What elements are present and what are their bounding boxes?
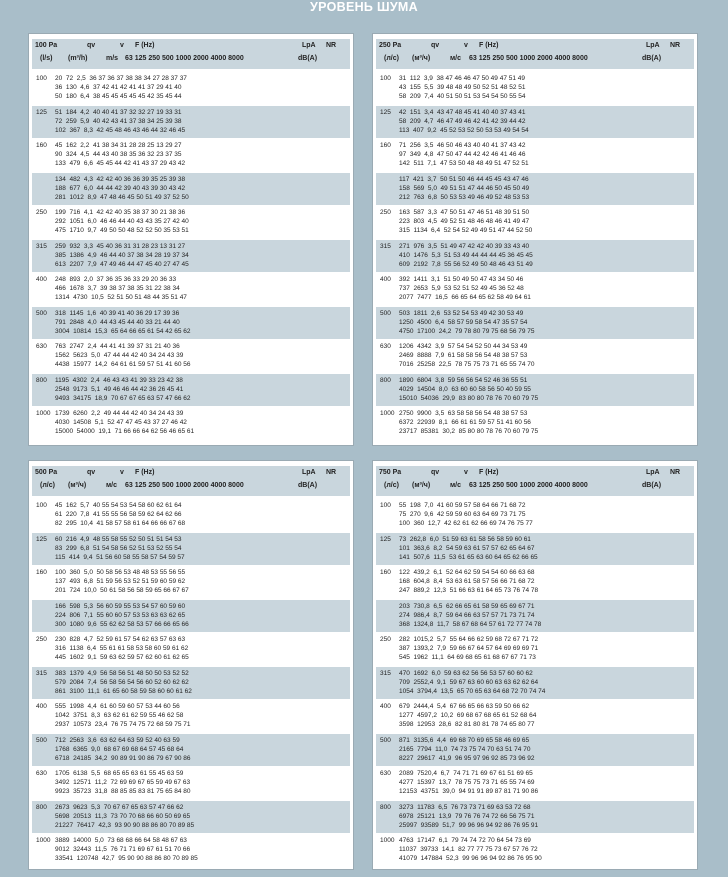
header-u2: (m³/h) [68,55,88,62]
header-db: dB(A) [642,55,662,62]
duct-size-label: 250 [36,636,47,643]
table-row-group [376,767,694,800]
table-row: 1739 6260 2,2 49 44 44 42 40 34 24 43 39 [55,410,184,417]
header-u1: (л/с) [384,55,399,62]
noise-table-2 [28,460,354,870]
table-row: 737 2653 5,9 53 52 51 52 49 45 36 52 48 [399,285,524,293]
table-row: 83 299 6,8 51 54 58 56 52 51 53 52 55 54 [55,544,182,552]
table-row: 12153 43751 39,0 94 91 91 89 87 81 71 90 86 [399,788,539,796]
table-row-group [32,206,350,239]
header-lpa: LpA [302,469,316,476]
table-row-group [32,173,350,206]
header-nr: NR [326,469,337,476]
table-header [376,466,694,496]
table-row-group [376,206,694,239]
header-nr: NR [670,469,681,476]
table-row: 188 677 6,0 44 44 42 39 40 43 39 30 43 42 [55,184,186,192]
header-f: F (Hz) [135,42,155,49]
table-row: 282 1015,2 5,7 55 64 66 62 59 68 72 67 71 72 [399,636,539,643]
header-u3: м/с [450,482,462,489]
table-row: 4763 17147 6,1 79 74 74 72 70 64 54 73 69 [399,837,531,844]
table-row-group [376,374,694,407]
table-row: 1890 6804 3,8 59 56 56 54 52 46 36 55 51 [399,376,528,384]
table-row-group [32,106,350,139]
table-row: 545 1962 11,1 64 69 68 65 61 68 67 67 71 73 [399,654,536,662]
header-u1: (л/с) [40,482,55,489]
duct-size-label: 400 [36,276,47,283]
noise-table-0 [28,33,354,446]
table-row: 199 716 4,1 42 42 40 35 38 37 30 21 38 36 [55,209,186,216]
table-row-group [32,307,350,340]
table-row: 36 130 4,6 37 42 41 42 41 41 37 29 41 40 [55,84,182,92]
table-row: 6718 24185 34,2 90 89 91 90 86 79 67 90 86 [55,754,191,762]
table-row-group [376,801,694,834]
table-row: 248 893 2,0 37 36 35 36 33 29 20 36 33 [55,276,177,283]
table-row: 4438 15977 14,2 64 61 61 59 57 51 41 60 56 [55,361,191,369]
table-row: 75 270 9,6 42 59 59 60 63 64 69 73 71 75 [399,511,526,519]
table-row: 7016 25258 22,5 78 75 75 73 71 65 55 74 70 [399,361,535,369]
header-db: dB(A) [298,55,318,62]
table-row: 223 803 4,5 49 52 51 48 46 48 46 41 49 47 [399,218,530,226]
table-row: 137 493 6,8 51 59 56 53 52 51 59 60 59 62 [55,578,186,586]
table-row: 33541 120748 42,7 95 90 90 88 86 80 70 89 85 [55,855,198,863]
table-row: 5698 20513 11,3 73 70 70 68 66 60 50 69 65 [55,812,191,820]
table-row: 141 507,6 11,5 53 61 65 63 60 64 65 62 66 65 [399,553,538,561]
table-row: 163 587 3,3 47 50 51 47 46 51 48 39 51 50 [399,209,530,216]
table-row: 4277 15397 13,7 78 75 75 73 71 65 55 74 69 [399,779,535,787]
table-row: 50 180 6,4 38 45 45 45 45 45 42 35 45 44 [55,93,182,101]
table-row: 3492 12571 11,2 72 69 69 67 65 59 49 67 63 [55,779,191,787]
duct-size-label: 160 [380,142,391,149]
duct-size-label: 100 [380,502,391,509]
header-u2: (м³/ч) [412,482,431,489]
table-row: 679 2444,4 5,4 67 66 65 66 63 59 50 66 62 [399,703,530,710]
table-row: 1206 4342 3,9 57 54 54 52 50 44 34 53 49 [399,343,528,350]
table-row: 133 479 6,6 45 45 44 42 41 43 37 29 43 42 [55,160,186,168]
header-u3: м/с [106,482,118,489]
table-row-group [32,374,350,407]
table-row: 224 806 7,1 55 60 60 57 53 53 63 63 62 65 [55,611,186,619]
table-row: 58 209 7,4 40 51 50 51 53 54 54 50 55 54 [399,93,526,101]
table-row: 1705 6138 5,5 68 65 65 63 61 55 45 63 59 [55,770,184,777]
table-row: 115 414 9,4 51 56 60 58 55 58 57 54 59 57 [55,553,185,561]
table-row-group [376,72,694,105]
table-row: 142 511 7,1 47 53 50 48 48 49 51 47 52 51 [399,160,529,168]
table-row: 72 259 5,9 40 42 43 41 37 38 34 25 39 38 [55,117,182,125]
duct-size-label: 125 [380,535,391,543]
table-row: 712 2563 3,6 63 62 64 63 59 52 40 63 59 [55,736,180,744]
table-row: 383 1379 4,9 56 58 56 51 48 50 50 53 52 52 [55,669,189,677]
table-row-group [376,240,694,273]
table-row-group [376,667,694,700]
duct-size-label: 250 [36,209,47,216]
table-row: 15000 54000 19,1 71 66 66 64 62 56 46 65 61 [55,428,195,436]
header-u3: м/с [450,55,462,62]
table-row: 445 1602 9,1 59 63 62 59 57 62 60 61 62 65 [55,654,189,662]
table-row: 1042 3751 8,3 63 62 61 62 59 55 46 62 58 [55,712,184,720]
table-row: 21227 76417 42,3 93 90 90 88 86 80 70 89 85 [55,821,195,829]
table-row-group [32,633,350,666]
header-lpa: LpA [302,42,316,49]
table-row-group [376,273,694,306]
table-row: 31 112 3,9 38 47 46 46 47 50 49 47 51 49 [399,75,526,82]
duct-size-label: 800 [380,376,391,384]
table-row-group [376,407,694,440]
table-row: 292 1051 6,0 46 46 44 40 43 43 35 27 42 40 [55,218,189,226]
table-row: 90 324 4,5 44 43 40 38 35 36 32 23 37 35 [55,151,182,159]
header-pressure: 100 Pa [35,42,58,49]
table-row: 613 2207 7,9 47 49 46 44 47 45 40 27 47 45 [55,260,189,268]
table-row: 368 1324,8 11,7 58 67 68 64 57 61 72 77 74 78 [399,620,542,628]
table-row: 2937 10573 23,4 76 75 74 75 72 68 59 75 71 [55,721,191,729]
table-row: 73 262,8 6,0 51 59 63 61 58 56 58 59 60 61 [399,535,531,543]
table-row-group [32,600,350,633]
table-row: 709 2552,4 9,1 59 67 63 60 60 63 63 62 62 64 [399,678,539,686]
table-row: 45 162 5,7 40 55 54 53 54 58 60 62 61 64 [55,502,182,509]
table-row-group [32,72,350,105]
header-qv: qv [431,42,440,49]
table-row: 300 1080 9,6 55 62 62 58 53 57 66 66 65 66 [55,620,189,628]
table-row: 271 976 3,5 51 49 47 42 42 40 39 33 43 40 [399,242,530,250]
table-row: 41079 147884 52,3 99 96 96 94 92 86 76 95 90 [399,855,542,863]
header-v: v [464,469,468,476]
table-row: 101 363,6 8,2 54 59 63 61 57 57 62 65 64 67 [399,544,535,552]
duct-size-label: 800 [380,803,391,811]
table-row: 60 216 4,9 48 55 58 55 52 50 51 51 54 53 [55,535,182,543]
table-row: 3273 11783 6,5 76 73 73 71 69 63 53 72 68 [399,803,531,811]
table-row: 100 360 5,0 50 58 56 53 48 48 53 55 56 55 [55,569,186,576]
duct-size-label: 100 [36,502,47,509]
table-row: 113 407 9,2 45 52 53 52 50 53 53 49 54 54 [399,126,529,134]
duct-size-label: 1000 [36,410,51,417]
table-row: 3889 14000 5,0 73 68 68 66 64 58 48 67 63 [55,837,187,844]
table-row: 316 1138 6,4 55 61 61 58 53 58 60 59 61 62 [55,645,189,653]
table-header [376,39,694,69]
table-row: 503 1811 2,6 53 52 54 53 49 42 30 53 49 [399,309,524,317]
table-row-group [32,499,350,532]
table-row: 42 151 3,4 43 47 48 45 41 40 40 37 43 41 [399,108,526,116]
table-header [32,466,350,496]
table-row: 466 1678 3,7 39 38 37 38 35 31 22 38 34 [55,285,180,293]
table-row: 470 1692 6,0 59 63 62 56 56 53 57 60 60 62 [399,669,533,677]
header-f: F (Hz) [479,469,499,476]
header-u2: (м³/ч) [412,55,431,62]
table-row: 122 439,2 6,1 52 64 62 59 54 54 60 66 63 68 [399,569,535,576]
table-row: 134 482 4,3 42 42 40 36 36 39 35 25 39 38 [55,175,186,183]
duct-size-label: 800 [36,376,47,384]
noise-table-3 [372,460,698,870]
table-row-group [376,834,694,867]
table-row: 2077 7477 16,5 66 65 64 65 62 58 49 64 61 [399,294,531,302]
table-row: 318 1145 1,6 40 39 41 40 36 29 17 39 36 [55,309,180,317]
table-row: 1277 4597,2 10,2 69 68 67 68 65 61 52 68 64 [399,712,537,720]
table-row: 1768 6365 9,0 68 67 69 68 64 57 45 68 64 [55,745,184,753]
header-bands: 63 125 250 500 1000 2000 4000 8000 [125,55,244,62]
duct-size-label: 250 [380,209,391,216]
duct-size-label: 500 [380,309,391,317]
duct-size-label: 160 [36,142,47,149]
duct-size-label: 315 [36,669,47,677]
table-row: 385 1386 4,9 46 44 40 37 38 34 28 19 37 34 [55,251,189,259]
table-header [32,39,350,69]
table-row: 861 3100 11,1 61 65 60 58 59 58 60 60 61 62 [55,687,192,695]
table-row: 212 763 6,8 50 53 53 49 46 49 52 48 53 53 [399,193,530,201]
table-row: 61 220 7,8 41 55 55 56 58 59 62 64 62 66 [55,511,182,519]
table-row-group [32,700,350,733]
table-row: 168 604,8 8,4 53 63 61 58 57 56 66 71 68 72 [399,578,535,586]
table-row-group [32,533,350,566]
table-row: 15010 54036 29,9 83 80 80 78 76 70 60 79 75 [399,394,539,402]
header-pressure: 250 Pa [379,42,402,49]
header-qv: qv [87,469,96,476]
table-row: 579 2084 7,4 56 58 56 54 56 60 52 60 62 62 [55,678,189,686]
header-v: v [464,42,468,49]
table-row: 58 209 4,7 46 47 49 46 42 41 42 39 44 42 [399,117,526,125]
table-row: 2673 9623 5,3 70 67 67 65 63 57 47 66 62 [55,803,184,811]
table-row: 9493 34175 18,9 70 67 67 65 63 57 47 66 62 [55,394,191,402]
duct-size-label: 160 [36,569,47,576]
header-nr: NR [326,42,337,49]
duct-size-label: 400 [380,276,391,283]
table-row: 51 184 4,2 40 40 41 37 32 32 27 19 33 31 [55,108,182,116]
table-row: 259 932 3,3 45 40 36 31 31 28 23 13 31 27 [55,242,186,250]
table-row-group [376,734,694,767]
table-row: 203 730,8 6,5 62 66 65 61 58 59 65 69 67 71 [399,602,535,610]
table-row-group [32,834,350,867]
header-lpa: LpA [646,42,660,49]
table-row-group [32,139,350,172]
table-row: 1314 4730 10,5 52 51 50 51 48 44 35 51 47 [55,294,187,302]
header-qv: qv [431,469,440,476]
table-row-group [376,633,694,666]
header-u2: (м³/ч) [68,482,87,489]
table-row: 11037 39733 14,1 82 77 77 75 73 67 57 76 72 [399,846,538,854]
table-row-group [32,734,350,767]
table-row: 763 2747 2,4 44 41 41 39 37 31 21 40 36 [55,343,180,350]
duct-size-label: 125 [36,108,47,116]
table-row: 45 162 2,2 41 38 34 31 28 28 25 13 29 27 [55,142,182,149]
table-row: 387 1393,2 7,9 59 66 67 64 57 64 69 69 69 71 [399,645,539,653]
table-row: 1562 5623 5,0 47 44 44 42 40 34 24 43 39 [55,352,184,360]
header-pressure: 750 Pa [379,469,402,476]
table-row: 392 1411 3,1 51 50 49 50 47 43 34 50 46 [399,276,524,283]
table-row: 2750 9900 3,5 63 58 58 56 54 48 38 57 53 [399,410,528,417]
header-f: F (Hz) [479,42,499,49]
header-bands: 63 125 250 500 1000 2000 4000 8000 [469,482,588,489]
table-row: 2089 7520,4 6,7 74 71 71 69 67 61 51 69 65 [399,770,533,777]
table-row: 55 198 7,0 41 60 59 57 58 64 66 71 68 72 [399,502,526,509]
table-row: 4750 17100 24,2 79 78 80 79 75 68 56 79 75 [399,327,535,335]
table-row: 23717 85381 30,2 85 80 80 78 76 70 60 79 75 [399,428,539,436]
table-row: 4030 14508 5,1 52 47 47 45 43 37 27 46 42 [55,419,187,427]
table-row: 25997 93589 51,7 99 96 96 94 92 86 76 95 91 [399,821,539,829]
table-row: 9012 32443 11,5 76 71 71 69 67 61 51 70 66 [55,846,191,854]
duct-size-label: 400 [36,703,47,710]
duct-size-label: 800 [36,803,47,811]
page-title: УРОВЕНЬ ШУМА [310,0,418,14]
table-row: 71 256 3,5 46 50 46 43 40 40 41 37 43 42 [399,142,526,149]
duct-size-label: 315 [36,242,47,250]
header-lpa: LpA [646,469,660,476]
table-row: 6372 22939 8,1 66 61 61 59 57 51 41 60 56 [399,419,531,427]
table-row-group [376,600,694,633]
table-row-group [376,307,694,340]
header-db: dB(A) [298,482,318,489]
header-bands: 63 125 250 500 1000 2000 4000 8000 [469,55,588,62]
duct-size-label: 630 [380,770,391,777]
duct-size-label: 630 [36,770,47,777]
table-row: 281 1012 8,9 47 48 46 45 50 51 49 37 52 50 [55,193,189,201]
duct-size-label: 400 [380,703,391,710]
table-row: 609 2192 7,8 55 56 52 49 50 48 46 43 51 49 [399,260,533,268]
table-row: 102 367 8,3 42 45 48 46 43 46 44 32 46 45 [55,126,186,134]
table-row: 82 295 10,4 41 58 57 58 61 64 66 66 67 68 [55,520,186,528]
header-db: dB(A) [642,482,662,489]
table-row: 791 2848 4,0 44 43 45 44 40 33 21 44 40 [55,318,180,326]
header-pressure: 500 Pa [35,469,58,476]
table-row-group [376,106,694,139]
header-qv: qv [87,42,96,49]
duct-size-label: 630 [36,343,47,350]
table-row-group [376,340,694,373]
table-row: 43 155 5,5 39 48 48 49 50 52 51 48 52 51 [399,84,526,92]
table-row: 6978 25121 13,9 79 76 76 74 72 66 56 75 71 [399,812,535,820]
duct-size-label: 315 [380,242,391,250]
table-row: 871 3135,6 4,4 69 68 70 69 65 58 46 69 65 [399,736,530,744]
duct-size-label: 250 [380,636,391,643]
table-row: 247 889,2 12,3 51 66 63 61 64 65 73 76 74 78 [399,587,539,595]
duct-size-label: 1000 [380,837,395,844]
table-row: 158 569 5,0 49 51 51 47 44 46 50 45 50 49 [399,184,530,192]
table-row-group [376,499,694,532]
table-row: 1195 4302 2,4 46 43 43 41 39 33 23 42 38 [55,376,183,384]
table-row: 166 598 5,3 56 60 59 55 53 54 57 60 59 60 [55,602,186,610]
header-u1: (l/s) [40,55,53,62]
table-row-group [32,566,350,599]
table-row: 100 360 12,7 42 62 61 62 66 69 74 76 75 77 [399,520,533,528]
table-row-group [32,240,350,273]
table-row: 2469 8888 7,9 61 58 58 56 54 48 38 57 53 [399,352,528,360]
table-row: 9923 35723 31,8 88 85 85 83 81 75 65 84 80 [55,788,191,796]
table-row: 1054 3794,4 13,5 65 70 65 63 64 68 72 70 74 74 [399,687,546,695]
duct-size-label: 100 [36,75,47,82]
duct-size-label: 315 [380,669,391,677]
noise-table-1 [372,33,698,446]
duct-size-label: 1000 [36,837,51,844]
duct-size-label: 500 [36,736,47,744]
header-nr: NR [670,42,681,49]
table-row: 117 421 3,7 50 51 50 46 44 45 45 43 47 46 [399,175,529,183]
table-row: 555 1998 4,4 61 60 59 60 57 53 44 60 56 [55,703,180,710]
duct-size-label: 125 [380,108,391,116]
table-row: 2165 7794 11,0 74 73 75 74 70 63 51 74 70 [399,745,531,753]
duct-size-label: 1000 [380,410,395,417]
table-row-group [376,173,694,206]
table-row: 20 72 2,5 36 37 36 37 38 38 34 27 28 37 37 [55,75,187,82]
duct-size-label: 125 [36,535,47,543]
table-row: 410 1476 5,3 51 53 49 44 44 44 45 36 45 45 [399,251,533,259]
duct-size-label: 500 [36,309,47,317]
duct-size-label: 500 [380,736,391,744]
table-row: 475 1710 9,7 49 50 50 48 52 52 50 35 53 51 [55,227,189,235]
table-row: 3598 12953 28,6 82 81 80 81 78 74 65 80 77 [399,721,535,729]
table-row: 4029 14504 8,0 63 60 60 58 56 50 40 59 55 [399,385,531,393]
header-v: v [120,42,124,49]
table-row-group [32,407,350,440]
table-row-group [32,273,350,306]
table-row: 274 986,4 8,7 59 64 66 63 57 57 71 73 71 74 [399,611,535,619]
table-row-group [376,533,694,566]
header-u3: m/s [106,55,119,62]
table-row: 315 1134 6,4 52 54 52 49 49 51 47 44 52 50 [399,227,533,235]
table-row: 2548 9173 5,1 49 46 46 44 42 36 26 45 41 [55,385,184,393]
table-row-group [376,139,694,172]
table-row-group [32,667,350,700]
header-v: v [120,469,124,476]
table-row: 1250 4500 6,4 58 57 59 58 54 47 35 57 54 [399,318,528,326]
table-row-group [376,566,694,599]
duct-size-label: 100 [380,75,391,82]
table-row-group [32,801,350,834]
header-bands: 63 125 250 500 1000 2000 4000 8000 [125,482,244,489]
duct-size-label: 160 [380,569,391,576]
table-row: 201 724 10,0 50 61 58 56 58 59 65 66 67 67 [55,587,189,595]
table-row-group [32,340,350,373]
header-f: F (Hz) [135,469,155,476]
table-row: 3004 10814 15,3 65 64 66 65 61 54 42 65 62 [55,327,191,335]
table-row: 230 828 4,7 52 59 61 57 54 62 63 57 63 63 [55,636,186,643]
table-row-group [376,700,694,733]
table-row-group [32,767,350,800]
header-u1: (л/с) [384,482,399,489]
table-row: 97 349 4,8 47 50 47 44 42 42 46 41 46 46 [399,151,526,159]
duct-size-label: 630 [380,343,391,350]
table-row: 8227 29617 41,9 96 95 97 96 92 85 73 96 92 [399,754,535,762]
